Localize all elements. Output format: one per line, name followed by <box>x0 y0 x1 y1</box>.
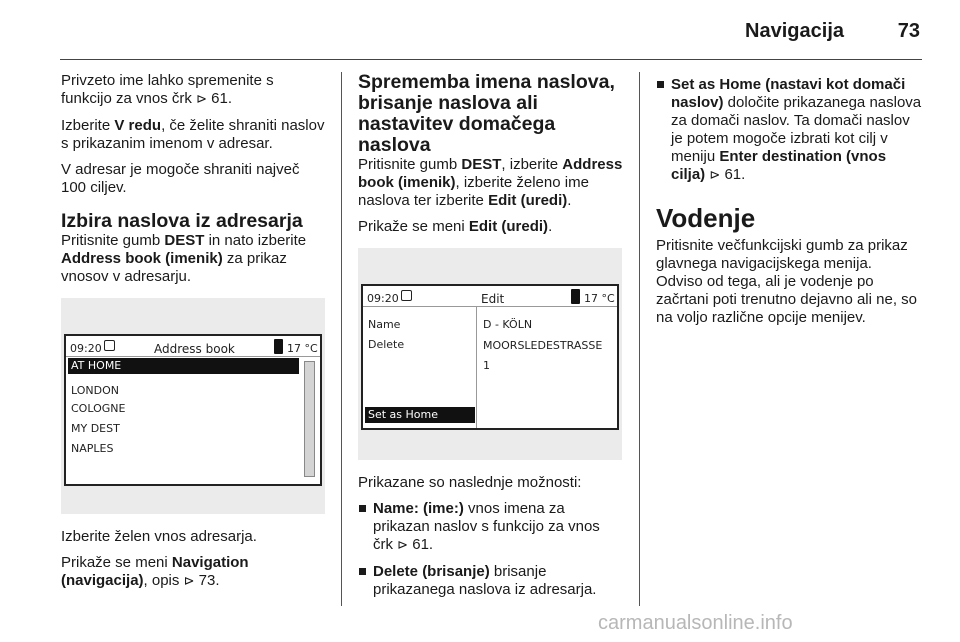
pane-divider <box>476 307 477 428</box>
clock-icon <box>104 340 115 351</box>
column-3 <box>656 76 922 335</box>
section-heading: Izbira naslova iz adresarja <box>61 210 303 232</box>
page-title: Navigacija <box>745 20 844 42</box>
column-divider <box>341 72 342 606</box>
page-ref-arrow-icon: ⊳ <box>183 574 195 589</box>
column-divider <box>639 72 640 606</box>
clock-icon <box>401 290 412 301</box>
page-header <box>60 0 922 60</box>
paragraph: Pritisnite gumb DEST, izberite Address book (imenik), izberite želeno ime naslova ter izberite Edit (uredi). <box>358 156 623 209</box>
menu-item-set-as-home[interactable]: Set as Home <box>365 407 475 423</box>
scrollbar[interactable] <box>304 361 315 477</box>
clock-time: 09:20 <box>367 292 399 305</box>
paragraph: Pritisnite gumb DEST in nato izberite Address book (imenik) za prikaz vnosov v adresarju. <box>61 232 307 285</box>
menu-item-delete[interactable]: Delete <box>368 338 405 351</box>
paragraph: Prikaže se meni Navigation (navigacija), opis ⊳ 73. <box>61 554 249 589</box>
phone-icon <box>274 339 283 354</box>
list-item[interactable]: NAPLES <box>71 442 114 455</box>
page-number: 73 <box>897 20 920 42</box>
list-item[interactable]: LONDON <box>71 384 119 397</box>
section-heading: Vodenje <box>656 203 756 233</box>
phone-icon <box>571 289 580 304</box>
status-bar <box>363 286 617 307</box>
column-1 <box>61 72 326 599</box>
address-line: D - KÖLN <box>483 318 533 331</box>
menu-item-name[interactable]: Name <box>368 318 401 331</box>
paragraph: Prikaže se meni Edit (uredi). <box>358 218 553 235</box>
address-book-figure <box>61 298 325 514</box>
paragraph: Izberite V redu, če želite shraniti naslov s prikazanim imenom v adresar. <box>61 117 325 152</box>
paragraph: V adresar je mogoče shraniti največ 100 ciljev. <box>61 161 300 196</box>
page-ref-link[interactable]: 61. <box>412 536 434 553</box>
page-ref-arrow-icon: ⊳ <box>397 538 409 553</box>
bullet-item: Set as Home (nastavi kot domači naslov) določite prikazanega naslova za domači naslov. Ta domači naslov je potem mogoče izbrati kot cilj v meniju Enter destination (vnos cilja) ⊳ 61. <box>656 76 922 185</box>
temperature: 17 °C <box>584 292 615 305</box>
temperature: 17 °C <box>287 342 318 355</box>
paragraph: Prikazane so naslednje možnosti: <box>358 474 582 491</box>
page-ref-arrow-icon: ⊳ <box>709 168 721 183</box>
bullet-item: Delete (brisanje) brisanje prikazanega naslova iz adresarja. <box>358 563 623 599</box>
column-2 <box>358 72 623 607</box>
paragraph: Izberite želen vnos adresarja. <box>61 528 257 545</box>
watermark: carmanualsonline.info <box>598 612 793 634</box>
list-item[interactable]: MY DEST <box>71 422 120 435</box>
screen-title: Edit <box>481 292 505 306</box>
page-ref-arrow-icon: ⊳ <box>196 92 207 107</box>
list-item[interactable]: COLOGNE <box>71 402 126 415</box>
screen-title: Address book <box>154 342 235 356</box>
edit-figure <box>358 248 622 460</box>
bullet-item: Name: (ime:) vnos imena za prikazan naslov s funkcijo za vnos črk ⊳ 61. <box>358 500 623 555</box>
address-line: MOORSLEDESTRASSE <box>483 339 603 352</box>
page-ref-link[interactable]: 73. <box>198 572 220 589</box>
page-ref-link[interactable]: 61. <box>211 90 232 107</box>
list-item-selected[interactable]: AT HOME <box>68 358 299 374</box>
page-ref-link[interactable]: 61. <box>724 166 746 183</box>
edit-screen <box>361 284 619 430</box>
paragraph: Pritisnite večfunkcijski gumb za prikaz glavnega navigacijskega menija. Odviso od tega, ali je vodenje po začrtani poti trenutno dejavno ali ne, so na voljo različne opcije menijev. <box>656 237 917 326</box>
status-bar <box>66 336 320 357</box>
address-line: 1 <box>483 359 490 372</box>
paragraph: Privzeto ime lahko spremenite s funkcijo za vnos črk ⊳ 61. <box>61 72 274 107</box>
section-heading: Sprememba imena naslova, brisanje naslova ali nastavitev domačega naslova <box>358 71 615 156</box>
address-book-screen <box>64 334 322 486</box>
clock-time: 09:20 <box>70 342 102 355</box>
